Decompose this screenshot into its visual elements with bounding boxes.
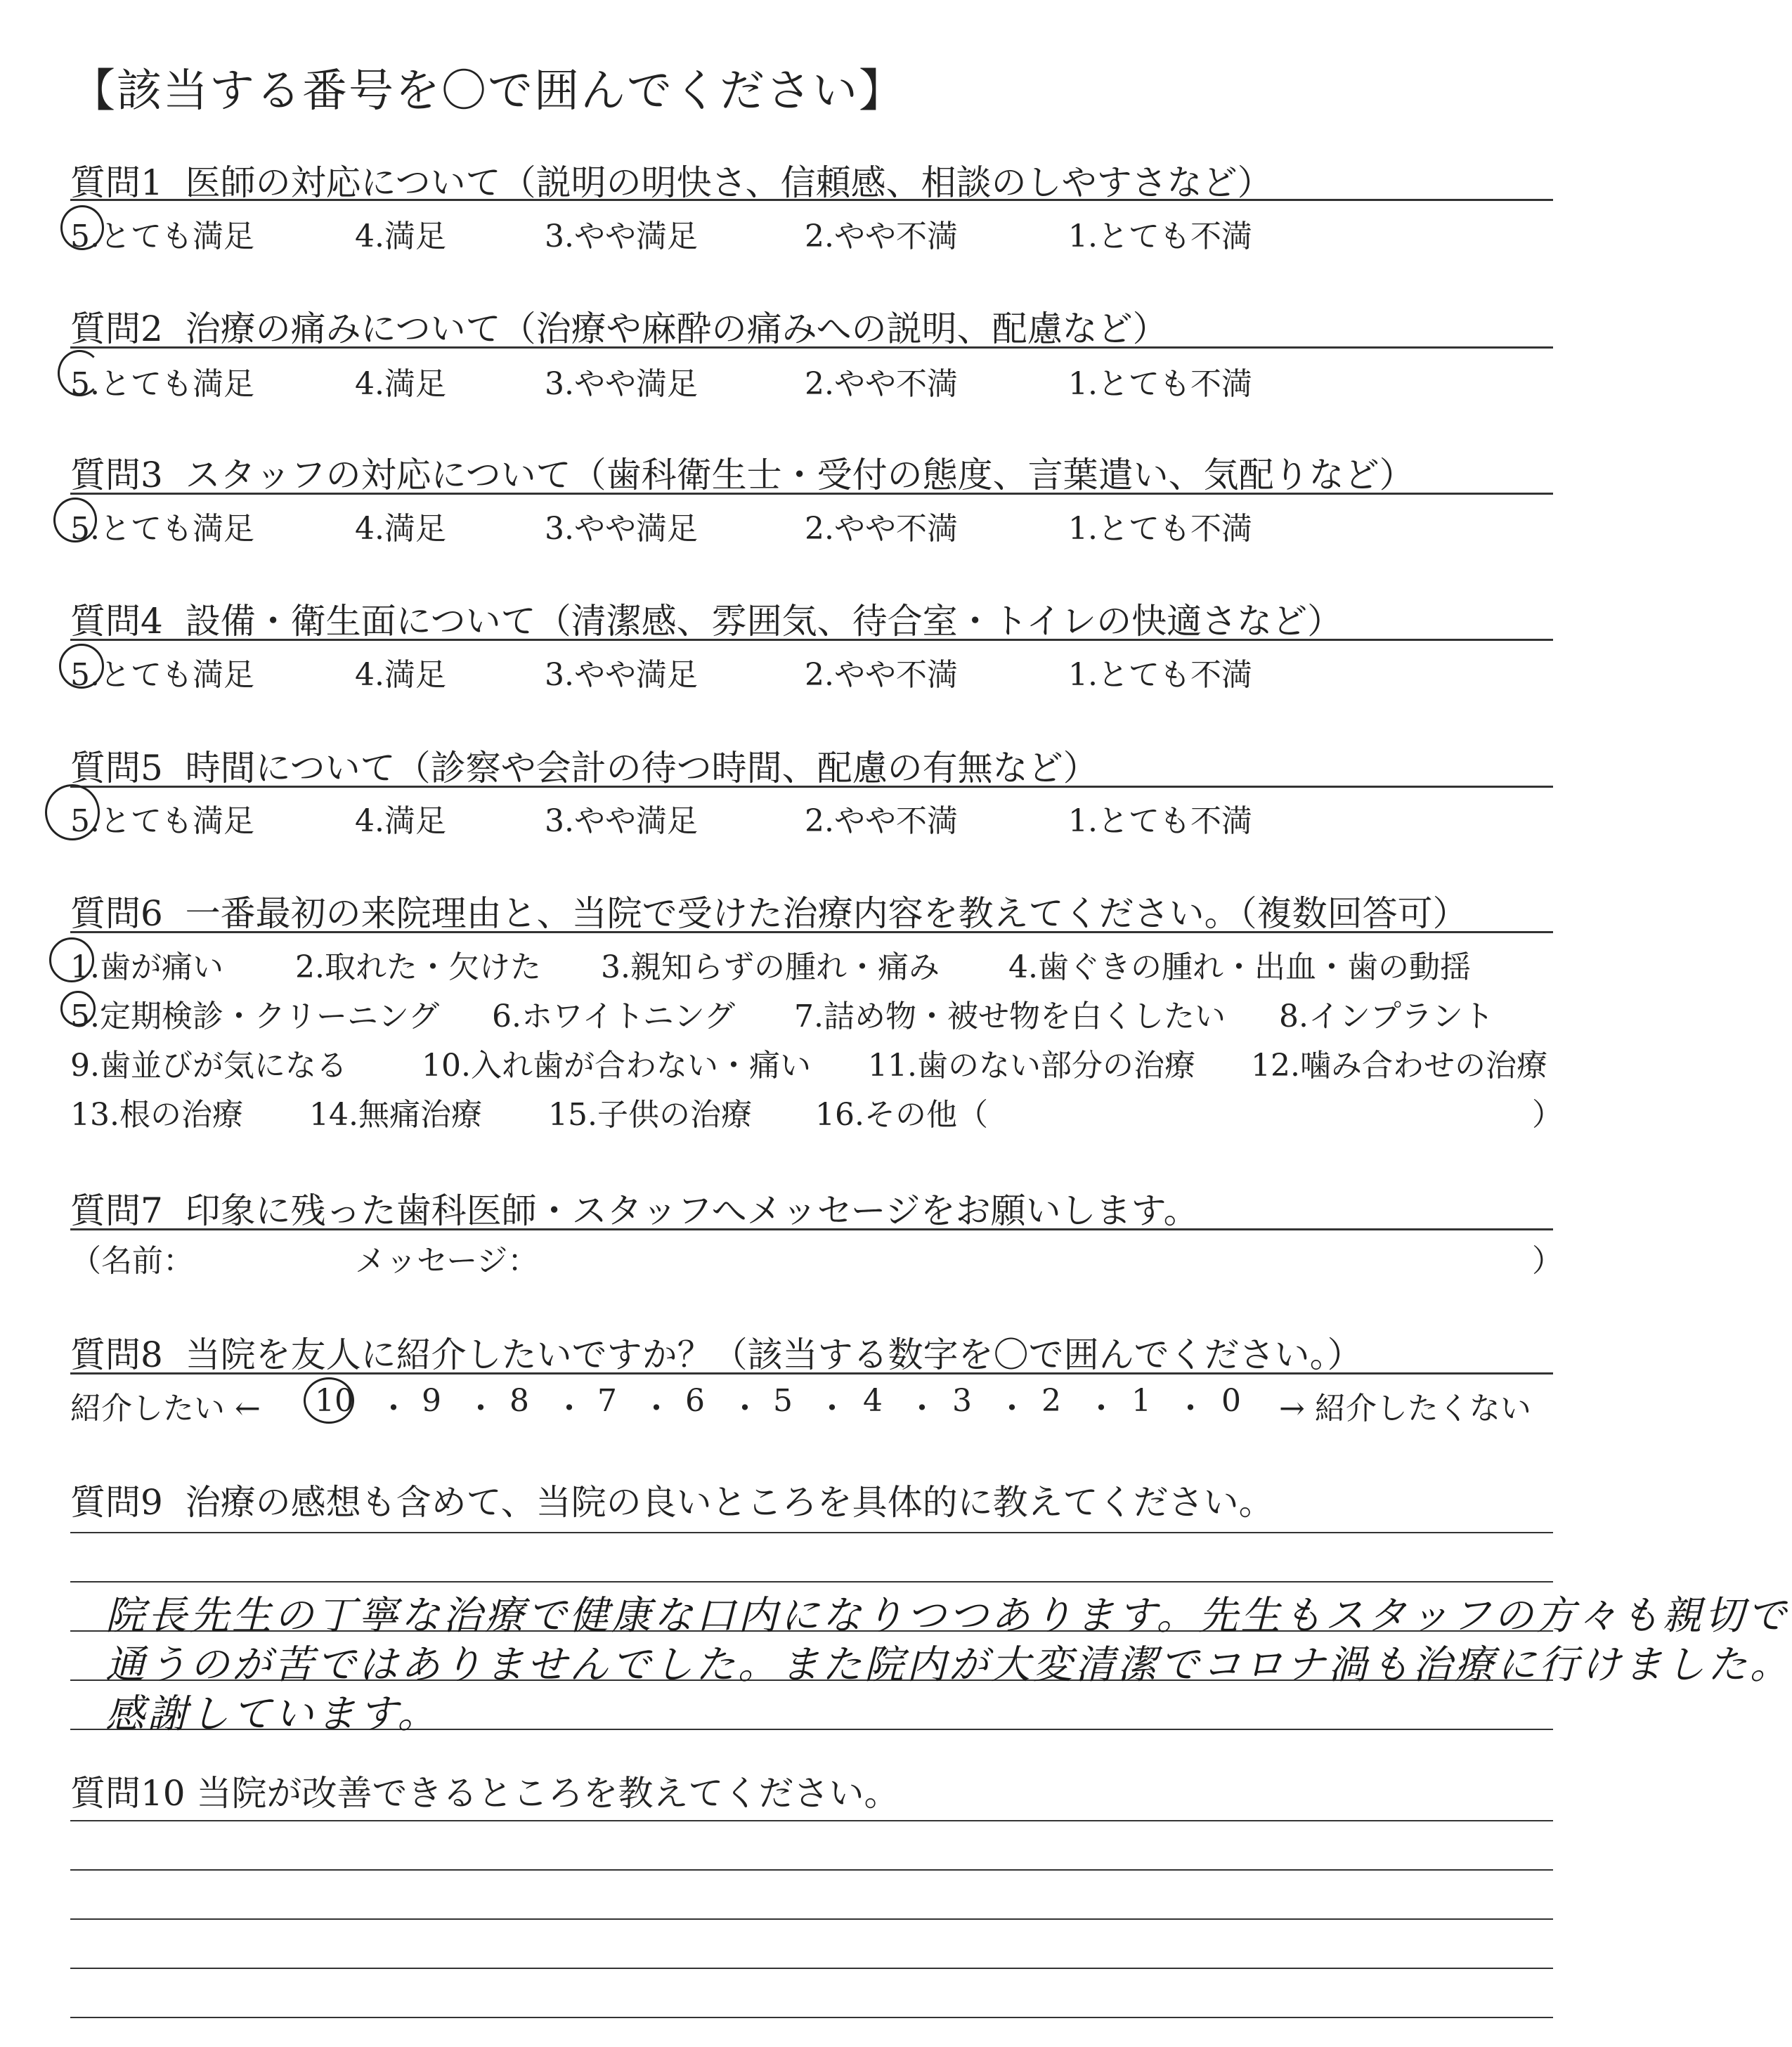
question-text: 一番最初の来院理由と、当院で受けた治療内容を教えてください。（複数回答可）: [185, 893, 1468, 934]
scale-separator: ・: [996, 1391, 1027, 1427]
selection-circle: [60, 205, 104, 250]
name-label: （名前：: [70, 1243, 194, 1279]
question-label: 質問1: [70, 162, 163, 203]
option-3[interactable]: 3.やや満足: [545, 657, 698, 693]
question-text: 治療の痛みについて（治療や麻酔の痛みへの説明、配慮など）: [185, 308, 1168, 349]
option-1[interactable]: 1.とても不満: [1068, 219, 1252, 254]
answer-line: [70, 2017, 1553, 2018]
scale-8[interactable]: 8: [509, 1383, 529, 1419]
scale-separator: ・: [907, 1391, 937, 1427]
option-3[interactable]: 3.やや満足: [545, 511, 698, 547]
q6-option-14[interactable]: 14.無痛治療: [309, 1097, 482, 1133]
question-2-header: [70, 301, 1168, 351]
divider: [70, 1228, 1553, 1230]
answer-line: [70, 1869, 1553, 1871]
selection-circle: [59, 644, 104, 689]
selection-circle: [49, 937, 94, 982]
scale-7[interactable]: 7: [597, 1383, 617, 1419]
option-2[interactable]: 2.やや不満: [805, 803, 958, 839]
scale-0[interactable]: 0: [1221, 1383, 1241, 1419]
option-5[interactable]: 5.とても満足: [70, 366, 254, 402]
q6-option-2[interactable]: 2.取れた・欠けた: [295, 949, 541, 985]
option-2[interactable]: 2.やや不満: [805, 219, 958, 254]
close-paren: ）: [1532, 1243, 1563, 1279]
question-label: 質問3: [70, 455, 163, 495]
q6-option-15[interactable]: 15.子供の治療: [548, 1097, 752, 1133]
scale-separator: ・: [729, 1391, 760, 1427]
question-9-header: [70, 1474, 1274, 1525]
question-text: 医師の対応について（説明の明快さ、信頼感、相談のしやすさなど）: [185, 162, 1273, 203]
selection-circle: [304, 1377, 354, 1424]
scale-2[interactable]: 2: [1041, 1383, 1061, 1419]
question-1-header: [70, 155, 1273, 205]
question-text: 当院が改善できるところを教えてください。: [196, 1773, 900, 1814]
question-3-header: [70, 447, 1415, 498]
q6-option-7[interactable]: 7.詰め物・被せ物を白くしたい: [794, 999, 1226, 1034]
scale-separator: ・: [1086, 1391, 1117, 1427]
scale-3[interactable]: 3: [952, 1383, 972, 1419]
option-2[interactable]: 2.やや不満: [805, 366, 958, 402]
divider: [70, 1372, 1553, 1375]
option-1[interactable]: 1.とても不満: [1068, 657, 1252, 693]
answer-line: [70, 1820, 1553, 1821]
question-label: 質問4: [70, 601, 163, 642]
option-4[interactable]: 4.満足: [355, 803, 446, 839]
scale-separator: ・: [465, 1391, 496, 1427]
question-8-header: [70, 1327, 1363, 1377]
selection-circle: [60, 991, 96, 1026]
question-5-header: [70, 740, 1098, 791]
q6-option-11[interactable]: 11.歯のない部分の治療: [868, 1048, 1195, 1084]
answer-line: [70, 1581, 1553, 1583]
question-label: 質問8: [70, 1334, 163, 1375]
handwritten-answer-line: 通うのが苦ではありませんでした。また院内が大変清潔でコロナ渦も治療に行けました。: [105, 1642, 1792, 1688]
question-6-header: [70, 885, 1468, 936]
divider: [70, 786, 1553, 788]
q6-option-4[interactable]: 4.歯ぐきの腫れ・出血・歯の動揺: [1008, 949, 1471, 985]
close-paren: ）: [1532, 1097, 1563, 1133]
question-text: 治療の感想も含めて、当院の良いところを具体的に教えてください。: [185, 1482, 1274, 1523]
option-1[interactable]: 1.とても不満: [1068, 366, 1252, 402]
scale-6[interactable]: 6: [685, 1383, 705, 1419]
option-4[interactable]: 4.満足: [355, 657, 446, 693]
question-label: 質問10: [70, 1773, 186, 1814]
question-7-header: [70, 1183, 1199, 1233]
answer-line: [70, 1968, 1553, 1969]
divider: [70, 931, 1553, 933]
option-5[interactable]: 5.とても満足: [70, 657, 254, 693]
q6-option-16[interactable]: 16.その他（: [815, 1097, 988, 1133]
scale-9[interactable]: 9: [422, 1383, 441, 1419]
question-10-header: [70, 1765, 900, 1816]
option-1[interactable]: 1.とても不満: [1068, 803, 1252, 839]
question-label: 質問6: [70, 893, 163, 934]
message-label: メッセージ：: [355, 1243, 539, 1279]
question-label: 質問9: [70, 1482, 163, 1523]
divider: [70, 639, 1553, 641]
question-text: 印象に残った歯科医師・スタッフへメッセージをお願いします。: [185, 1190, 1199, 1231]
q6-option-5[interactable]: 5.定期検診・クリーニング: [70, 999, 440, 1034]
q6-option-1[interactable]: 1.歯が痛い: [70, 949, 223, 985]
scale-separator: ・: [817, 1391, 848, 1427]
scale-5[interactable]: 5: [773, 1383, 793, 1419]
q6-option-9[interactable]: 9.歯並びが気になる: [70, 1048, 347, 1084]
recommend-label: 紹介したい ←: [70, 1391, 261, 1427]
handwritten-answer-line: 感謝しています。: [105, 1691, 440, 1737]
q6-option-10[interactable]: 10.入れ歯が合わない・痛い: [422, 1048, 811, 1084]
q6-option-8[interactable]: 8.インプラント: [1279, 999, 1494, 1034]
selection-circle: [53, 498, 97, 542]
selection-circle: [45, 784, 100, 840]
option-5[interactable]: 5.とても満足: [70, 511, 254, 547]
option-2[interactable]: 2.やや不満: [805, 511, 958, 547]
page-title: 【該当する番号を〇で囲んでください】: [70, 65, 905, 117]
question-label: 質問5: [70, 748, 163, 788]
answer-line: [70, 1532, 1553, 1533]
q6-option-12[interactable]: 12.噛み合わせの治療: [1251, 1048, 1547, 1084]
selection-circle: [58, 350, 101, 396]
option-4[interactable]: 4.満足: [355, 219, 446, 254]
option-2[interactable]: 2.やや不満: [805, 657, 958, 693]
scale-10[interactable]: 10: [315, 1383, 354, 1419]
divider: [70, 493, 1553, 495]
option-4[interactable]: 4.満足: [355, 511, 446, 547]
question-label: 質問2: [70, 308, 163, 349]
not-recommend-label: → 紹介したくない: [1279, 1391, 1531, 1427]
scale-4[interactable]: 4: [863, 1383, 883, 1419]
handwritten-answer-line: 院長先生の丁寧な治療で健康な口内になりつつあります。先生もスタッフの方々も親切で: [105, 1593, 1789, 1639]
question-text: スタッフの対応について（歯科衛生士・受付の態度、言葉遣い、気配りなど）: [185, 455, 1415, 495]
q6-option-6[interactable]: 6.ホワイトニング: [492, 999, 736, 1034]
scale-separator: ・: [641, 1391, 672, 1427]
option-4[interactable]: 4.満足: [355, 366, 446, 402]
divider: [70, 346, 1553, 349]
scale-separator: ・: [1175, 1391, 1206, 1427]
option-3[interactable]: 3.やや満足: [545, 366, 698, 402]
q6-option-3[interactable]: 3.親知らずの腫れ・痛み: [601, 949, 940, 985]
question-label: 質問7: [70, 1190, 163, 1231]
scale-1[interactable]: 1: [1131, 1383, 1151, 1419]
option-5[interactable]: 5.とても満足: [70, 803, 254, 839]
divider: [70, 199, 1553, 201]
question-text: 設備・衛生面について（清潔感、雰囲気、待合室・トイレの快適さなど）: [185, 601, 1343, 642]
question-4-header: [70, 593, 1342, 644]
option-1[interactable]: 1.とても不満: [1068, 511, 1252, 547]
option-5[interactable]: 5.とても満足: [70, 219, 254, 254]
scale-separator: ・: [378, 1391, 409, 1427]
q6-option-13[interactable]: 13.根の治療: [70, 1097, 243, 1133]
scale-separator: ・: [554, 1391, 585, 1427]
question-text: 時間について（診察や会計の待つ時間、配慮の有無など）: [185, 748, 1098, 788]
question-text: 当院を友人に紹介したいですか？（該当する数字を〇で囲んでください。）: [185, 1334, 1363, 1375]
answer-line: [70, 1918, 1553, 1920]
option-3[interactable]: 3.やや満足: [545, 219, 698, 254]
option-3[interactable]: 3.やや満足: [545, 803, 698, 839]
